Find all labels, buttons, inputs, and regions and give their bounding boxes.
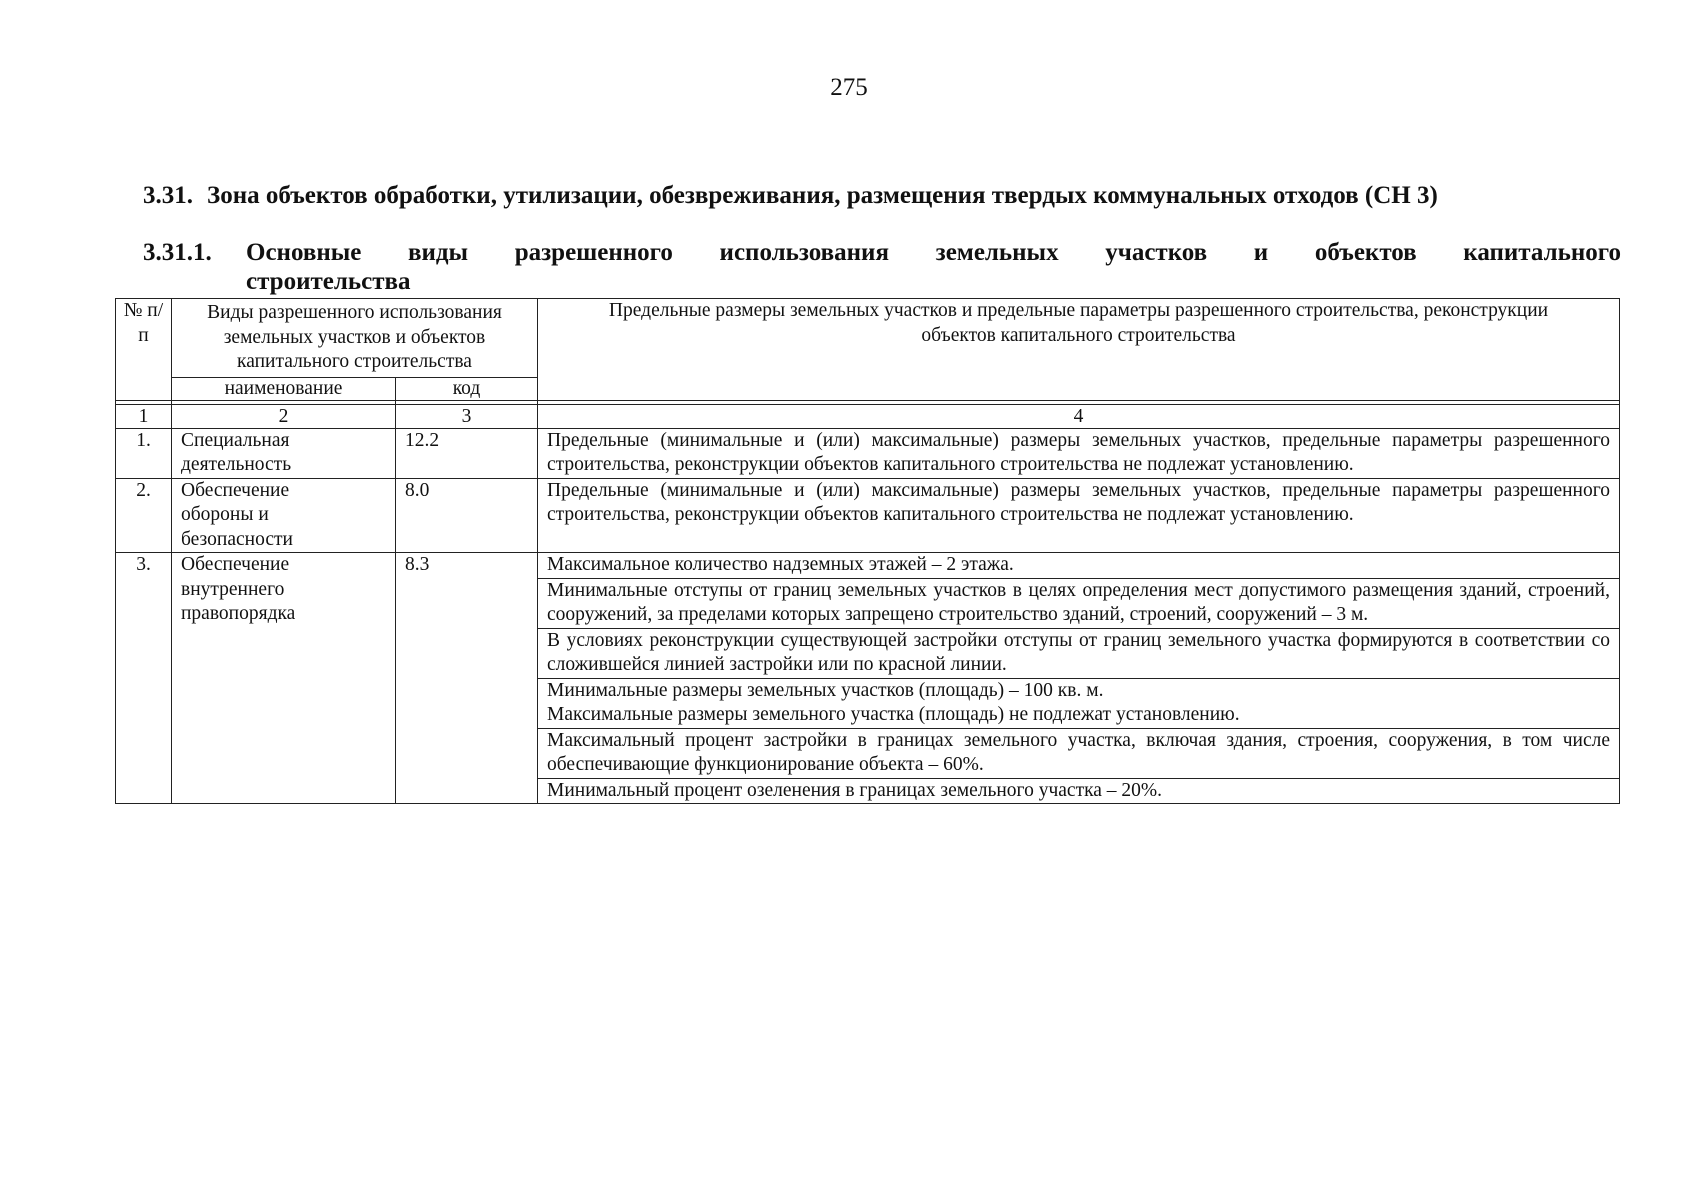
header-params: Предельные размеры земельных участков и предельные параметры разрешенного строительства, реконструкции объектов капитального строительства — [538, 299, 1620, 401]
parameter-text: Предельные (минимальные и (или) максимальные) размеры земельных участков, предельные параметры разрешенного строительства, реконструкции объектов капитального строительства не подлежат установлению. — [538, 478, 1620, 553]
subsection-title-line2: строительства — [246, 268, 411, 295]
table-row — [116, 428, 1620, 478]
use-code: 12.2 — [396, 428, 538, 478]
parameter-text: Предельные (минимальные и (или) максимальные) размеры земельных участков, предельные параметры разрешенного строительства, реконструкции объектов капитального строительства не подлежат установлению. — [538, 428, 1620, 478]
use-code: 8.0 — [396, 478, 538, 553]
section-title: Зона объектов обработки, утилизации, обезвреживания, размещения твердых коммунальных отходов (СН 3) — [207, 182, 1438, 209]
parameter-text: Максимальный процент застройки в границах земельного участка, включая здания, строения, сооружения, в том числе обеспечивающие функционирование объекта – 60%. — [538, 728, 1620, 778]
table-row — [116, 553, 1620, 579]
page-number: 275 — [830, 74, 868, 101]
parameter-text: В условиях реконструкции существующей застройки отступы от границ земельного участка формируются в соответствии со сложившейся линией застройки или по красной линии. — [538, 628, 1620, 678]
use-code: 8.3 — [396, 553, 538, 804]
subsection-title-line1: Основные виды разрешенного использования земельных участков и объектов капитального — [246, 239, 1621, 266]
land-use-table — [115, 298, 1620, 804]
section-heading — [143, 179, 1621, 212]
column-number: 4 — [538, 404, 1620, 428]
use-name: Специальная деятельность — [172, 428, 396, 478]
subsection-heading — [143, 236, 1621, 298]
use-name: Обеспечение обороны и безопасности — [172, 478, 396, 553]
column-number: 3 — [396, 404, 538, 428]
header-kinds: Виды разрешенного использования земельных участков и объектов капитального строительства — [172, 299, 538, 378]
parameter-line: Максимальные размеры земельного участка (площадь) не подлежат установлению. — [547, 704, 1240, 725]
header-name: наименование — [172, 377, 396, 400]
parameter-line: Минимальные размеры земельных участков (площадь) – 100 кв. м. — [547, 679, 1104, 701]
header-num: № п/п — [116, 299, 172, 401]
parameter-text — [538, 678, 1620, 728]
row-number: 2. — [116, 478, 172, 553]
row-number: 3. — [116, 553, 172, 804]
use-name: Обеспечение внутреннего правопорядка — [172, 553, 396, 804]
parameter-text: Минимальный процент озеленения в границах земельного участка – 20%. — [538, 778, 1620, 804]
column-number: 1 — [116, 404, 172, 428]
row-number: 1. — [116, 428, 172, 478]
table-row — [116, 478, 1620, 553]
parameter-text: Минимальные отступы от границ земельных участков в целях определения мест допустимого размещения зданий, строений, сооружений, за пределами которых запрещено строительство зданий, строений, сооружений – 3 м. — [538, 578, 1620, 628]
column-number: 2 — [172, 404, 396, 428]
parameter-text: Максимальное количество надземных этажей – 2 этажа. — [538, 553, 1620, 579]
subsection-number: 3.31.1. — [143, 239, 212, 266]
section-number: 3.31. — [143, 182, 193, 209]
header-code: код — [396, 377, 538, 400]
